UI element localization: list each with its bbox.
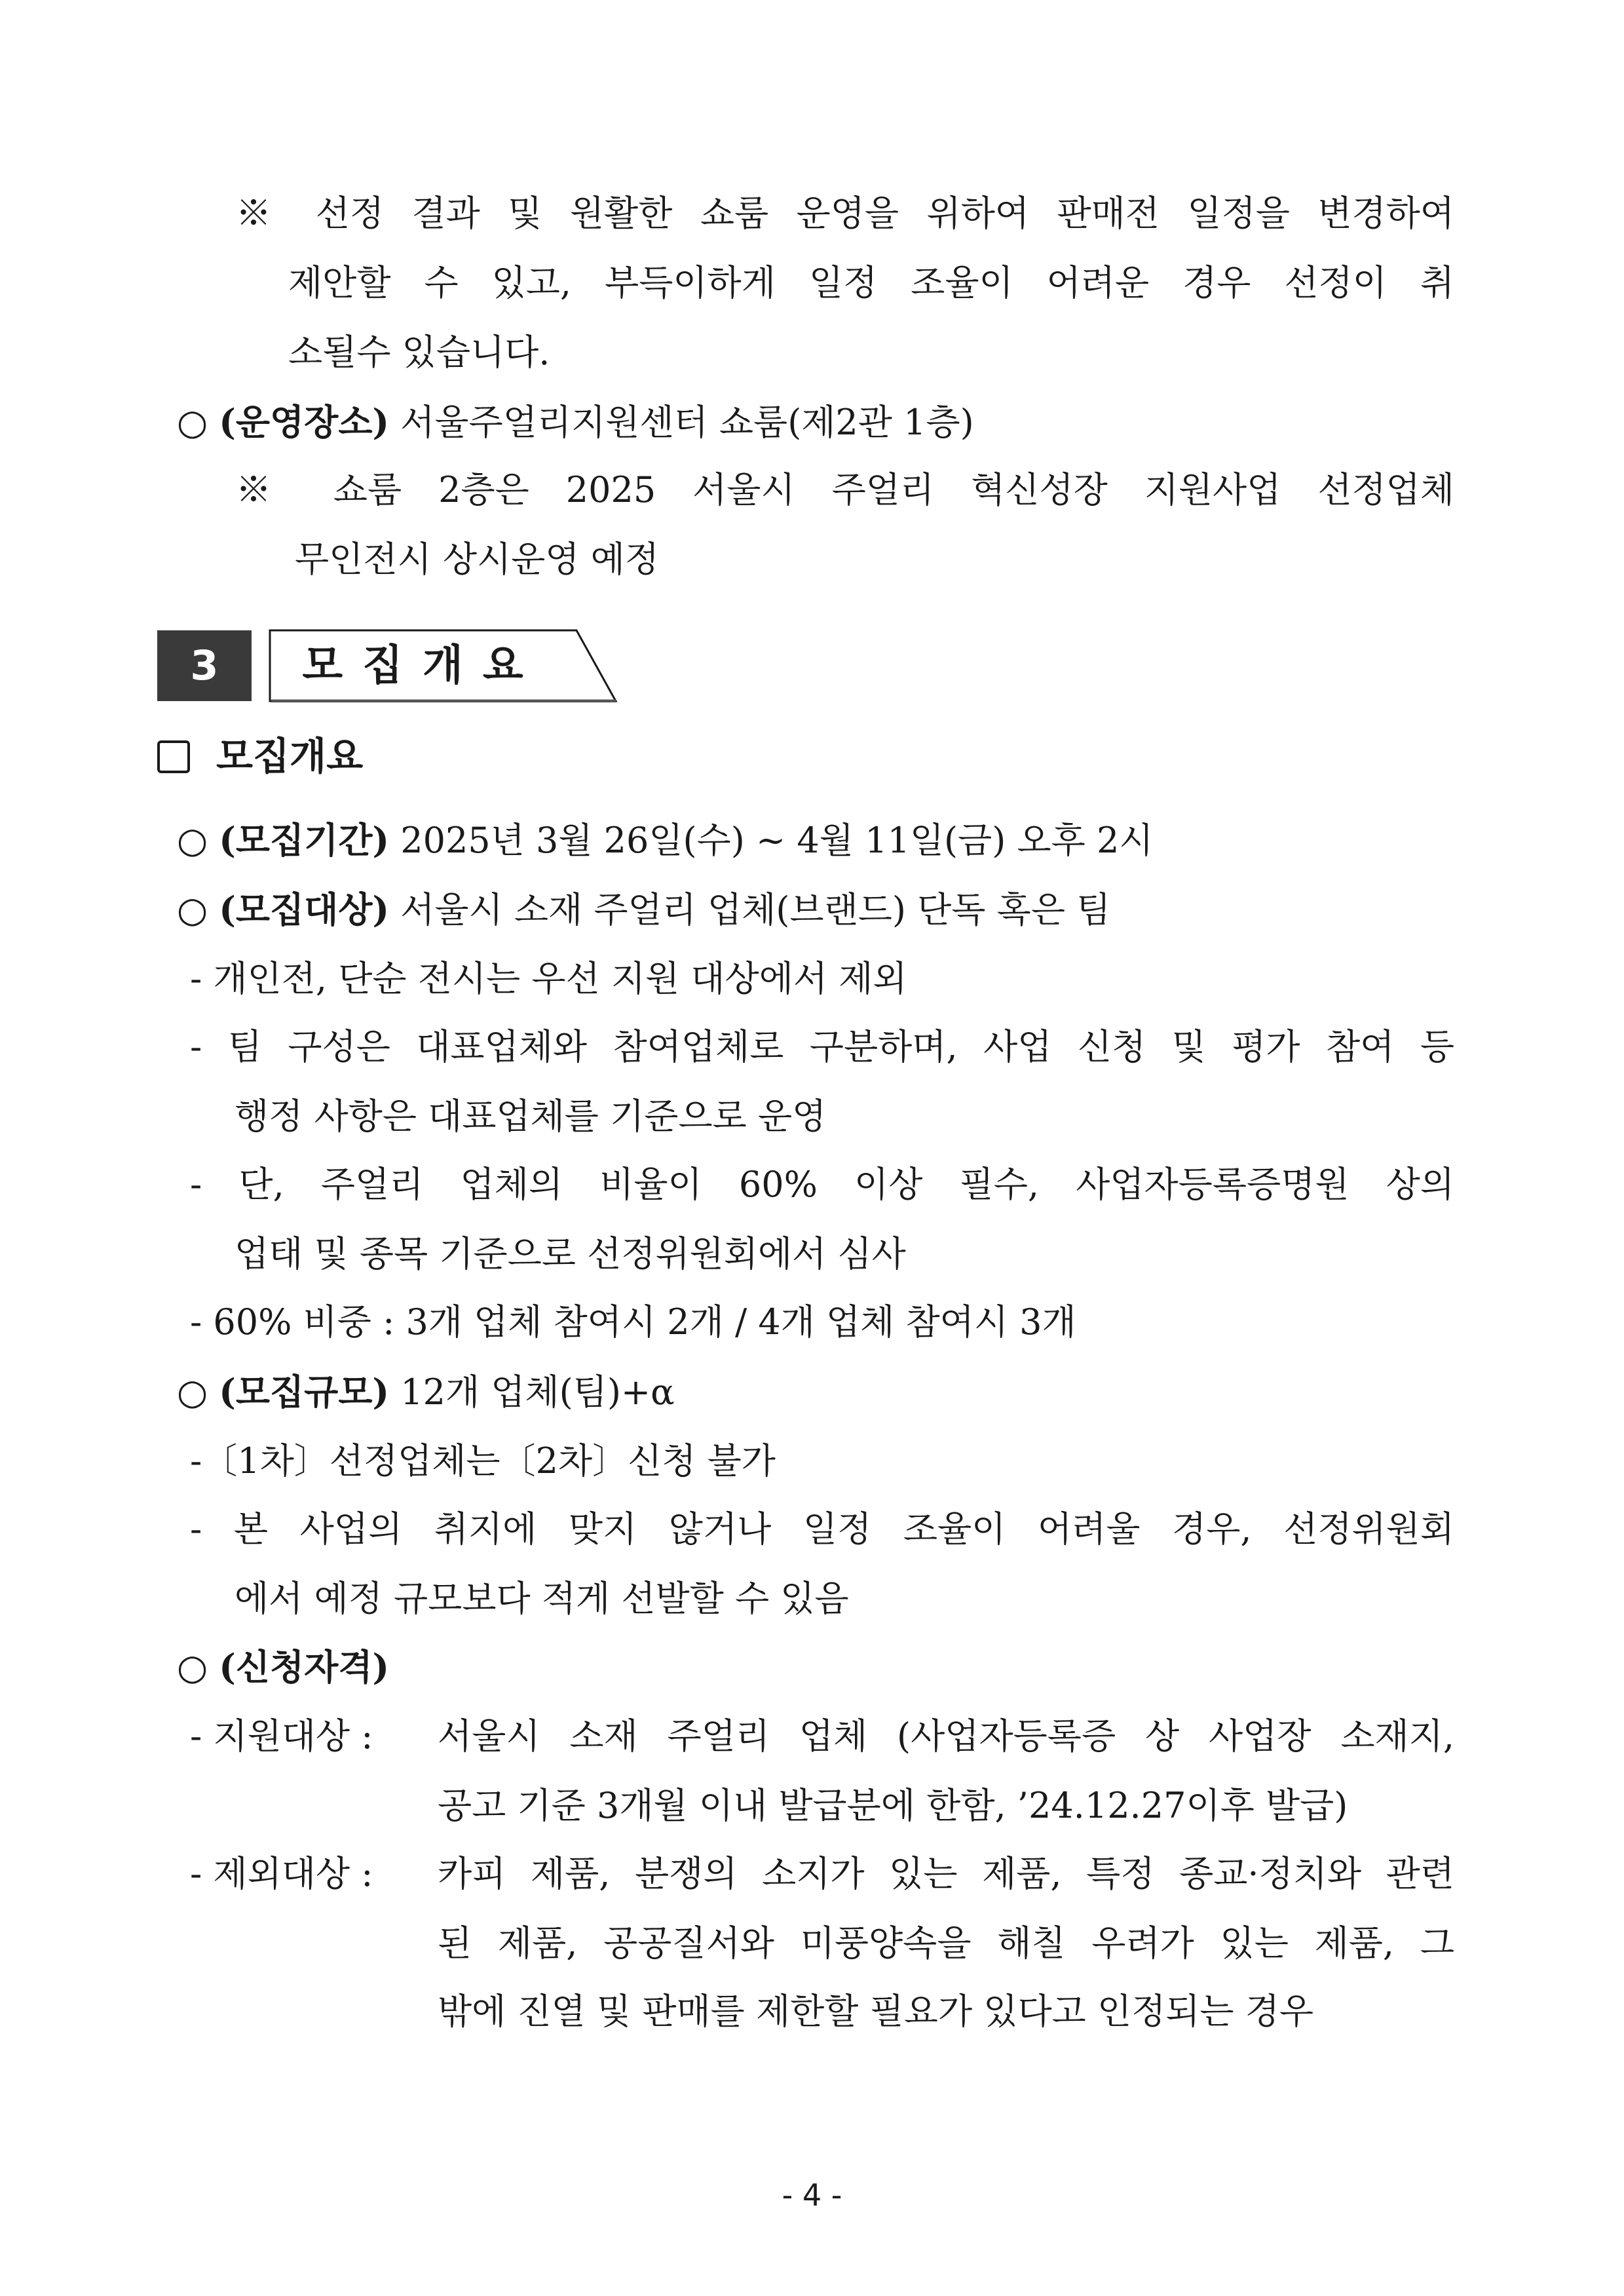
period-item — [177, 816, 1153, 864]
period-text: 2025년 3월 26일(수) ~ 4월 11일(금) 오후 2시 — [400, 820, 1154, 861]
venue-note-line-1: ※ 쇼룸 2층은 2025 서울시 주얼리 혁신성장 지원사업 선정업체 — [236, 469, 1454, 510]
support-target-line-2: 공고 기준 3개월 이내 발급분에 한함, ’24.12.27이후 발급) — [438, 1785, 1348, 1826]
page-number: - 4 - — [782, 2177, 842, 2213]
period-label: (모집기간) — [219, 819, 390, 861]
scale-detail-2-line-2: 에서 예정 규모보다 적게 선발할 수 있음 — [235, 1578, 849, 1619]
venue-label: (운영장소) — [219, 401, 390, 443]
exclude-target-label: - 제외대상 : — [190, 1853, 373, 1894]
eligibility-item — [177, 1643, 389, 1691]
target-text: 서울시 소재 주얼리 업체(브랜드) 단독 혹은 팀 — [400, 889, 1111, 930]
target-label: (모집대상) — [219, 889, 390, 930]
scale-detail-2-line-1: - 본 사업의 취지에 맞지 않거나 일정 조율이 어려울 경우, 선정위원회 — [190, 1508, 1454, 1550]
scale-detail-1: -〔1차〕선정업체는〔2차〕신청 불가 — [190, 1440, 776, 1482]
target-detail-3-line-2: 업태 및 종목 기준으로 선정위원회에서 심사 — [235, 1233, 906, 1274]
scale-label: (모집규모) — [219, 1371, 390, 1413]
support-target-line-1: 서울시 소재 주얼리 업체 (사업자등록증 상 사업장 소재지, — [438, 1715, 1454, 1757]
note-schedule-line-1: ※ 선정 결과 및 원활한 쇼룸 운영을 위하여 판매전 일정을 변경하여 — [236, 193, 1454, 234]
note-schedule-line-3: 소될수 있습니다. — [288, 332, 550, 373]
venue-note-line-2: 무인전시 상시운영 예정 — [295, 539, 659, 580]
exclude-target-line-3: 밖에 진열 및 판매를 제한할 필요가 있다고 인정되는 경우 — [438, 1991, 1314, 2032]
target-detail-3-line-1: - 단, 주얼리 업체의 비율이 60% 이상 필수, 사업자등록증명원 상의 — [190, 1164, 1454, 1205]
section-title: 모집개요 — [302, 641, 543, 690]
scale-item — [177, 1368, 675, 1416]
eligibility-label: (신청자격) — [219, 1646, 390, 1688]
circle-bullet-icon: ○ — [177, 889, 208, 930]
subheading-title: 모집개요 — [216, 734, 364, 778]
note-schedule-line-2: 제안할 수 있고, 부득이하게 일정 조율이 어려운 경우 선정이 취 — [288, 262, 1454, 303]
target-detail-2-line-1: - 팀 구성은 대표업체와 참여업체로 구분하며, 사업 신청 및 평가 참여 등 — [190, 1026, 1454, 1067]
target-detail-4: - 60% 비중 : 3개 업체 참여시 2개 / 4개 업체 참여시 3개 — [190, 1301, 1076, 1343]
checkbox-square-icon — [157, 740, 190, 773]
scale-text: 12개 업체(팀)+α — [400, 1371, 675, 1413]
target-item — [177, 886, 1110, 934]
target-detail-2-line-2: 행정 사항은 대표업체를 기준으로 운영 — [235, 1096, 827, 1137]
venue-text: 서울주얼리지원센터 쇼룸(제2관 1층) — [400, 402, 974, 443]
exclude-target-line-2: 된 제품, 공공질서와 미풍양속을 해칠 우려가 있는 제품, 그 — [438, 1923, 1454, 1964]
circle-bullet-icon: ○ — [177, 1371, 208, 1413]
exclude-target-line-1: 카피 제품, 분쟁의 소지가 있는 제품, 특정 종교·정치와 관련 — [438, 1853, 1454, 1894]
section-title-tag — [269, 629, 622, 702]
circle-bullet-icon: ○ — [177, 820, 208, 861]
circle-bullet-icon: ○ — [177, 1647, 208, 1688]
circle-bullet-icon: ○ — [177, 402, 208, 443]
target-detail-1: - 개인전, 단순 전시는 우선 지원 대상에서 제외 — [190, 958, 907, 999]
section-number-badge: 3 — [157, 630, 252, 701]
support-target-label: - 지원대상 : — [190, 1715, 373, 1757]
venue-item — [177, 398, 974, 446]
